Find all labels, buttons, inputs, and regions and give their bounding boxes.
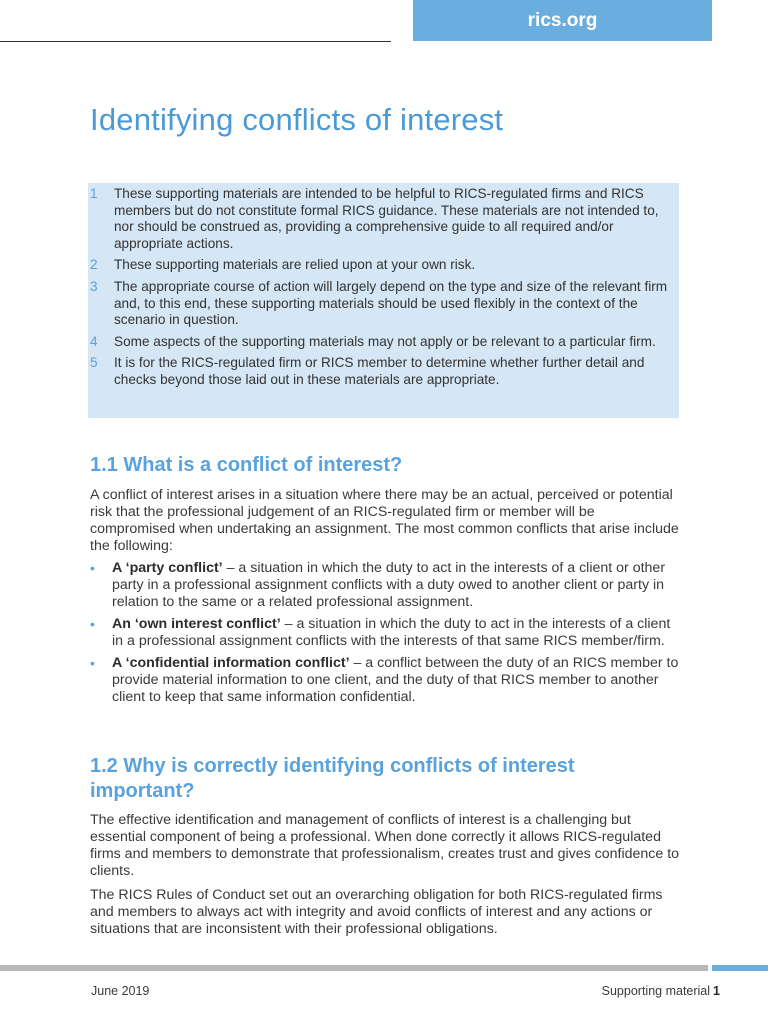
disclaimer-item [88,355,671,388]
bullet-term: A ‘confidential information conflict’ [112,655,350,671]
list-item [90,655,680,706]
disclaimer-box [88,183,679,418]
section-1-2-para-2: The RICS Rules of Conduct set out an overarching obligation for both RICS-regulated firms and members to always act with integrity and avoid conflicts of interest and any actions or situations that are inconsistent with their professional obligations. [90,887,663,937]
disclaimer-item [88,334,671,351]
bullet-icon: • [90,616,95,632]
bullet-text: – a situation in which the duty to act in the interests of a client or other party in a professional assignment conflicts with a duty owed to another client or party in relation to the same or a related professional assignment. [112,560,666,610]
list-item [90,616,680,650]
page-title: Identifying conflicts of interest [90,102,504,137]
disclaimer-number: 2 [90,257,98,273]
disclaimer-item [88,257,671,274]
disclaimer-number: 5 [90,355,98,371]
heading-line: important? [90,780,195,802]
disclaimer-text: The appropriate course of action will largely depend on the type and size of the relevant firm and, to this end, these supporting materials should be used flexibly in the context of the scenario in question. [114,278,668,328]
section-heading-1-2 [90,754,575,804]
brand-tab[interactable] [413,0,712,41]
bullet-icon: • [90,655,95,671]
bullet-term: An ‘own interest conflict’ [112,616,281,632]
disclaimer-number: 1 [90,186,98,201]
list-item [90,560,680,611]
disclaimer-number: 4 [90,333,98,349]
bullet-icon: • [90,560,95,576]
disclaimer-text: Some aspects of the supporting materials may not apply or be relevant to a particular firm. [114,333,656,349]
bullet-text: – a conflict between the duty of an RICS member to provide material information to one client, and the duty of that RICS member to another client to keep that same information confidential. [112,655,679,705]
bullet-text: – a situation in which the duty to act in the interests of a client in a professional assignment conflicts with the interests of that same RICS member/firm. [112,616,671,649]
footer-rule [0,965,708,971]
footer-doc-type: Supporting material [601,984,711,998]
disclaimer-item [88,279,671,329]
footer-label [602,984,720,998]
disclaimer-number: 3 [90,278,98,294]
section-1-1-intro: A conflict of interest arises in a situation where there may be an actual, perceived or potential risk that the professional judgement of an RICS-regulated firm or member will be compromised when undertaking an assignment. The most common conflicts that arise include the following: [90,487,679,554]
conflict-types-list [90,560,680,711]
brand-link[interactable]: rics.org [527,9,598,31]
page-number: 1 [713,984,720,998]
disclaimer-text: It is for the RICS-regulated firm or RICS member to determine whether further detail and checks beyond those laid out in these materials are appropriate. [114,355,645,387]
disclaimer-item [88,186,671,252]
section-1-2-para-1: The effective identification and management of conflicts of interest is a challenging but essential component of being a professional. When done correctly it allows RICS-regulated firms and members to demonstrate that professionalism, creates trust and gives confidence to clients. [90,812,680,879]
section-heading-1-1: 1.1 What is a conflict of interest? [90,454,403,476]
disclaimer-text: These supporting materials are intended to be helpful to RICS-regulated firms and RICS members but do not constitute formal RICS guidance. These materials are not intended to, nor should be construed as, providing a comprehensive guide to all required and/or appropriate actions. [114,186,659,251]
heading-line: 1.2 Why is correctly identifying conflicts of interest [90,755,575,777]
footer-date: June 2019 [91,984,150,998]
footer-accent-rule [712,965,768,971]
disclaimer-text: These supporting materials are relied upon at your own risk. [114,257,476,273]
header-rule [0,41,391,42]
bullet-term: A ‘party conflict’ [112,560,223,576]
